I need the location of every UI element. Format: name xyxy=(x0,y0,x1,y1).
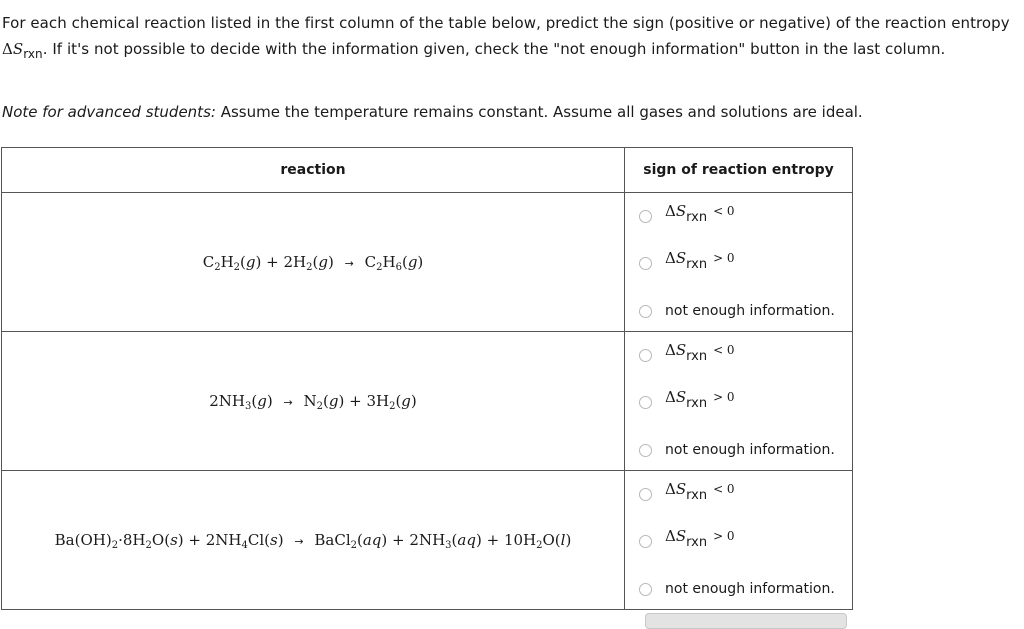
radio-button[interactable] xyxy=(639,349,652,362)
choice-group-1 xyxy=(625,193,853,332)
radio-button[interactable] xyxy=(639,257,652,270)
option-not-enough-2[interactable]: not enough information. xyxy=(639,442,835,458)
radio-button[interactable] xyxy=(639,305,652,318)
reaction-arrow: → xyxy=(344,257,354,270)
note-text: Assume the temperature remains constant. Assume all gases and solutions are ideal. xyxy=(215,103,863,121)
option-positive-1[interactable]: ΔS rxn > 0 xyxy=(639,254,735,272)
option-negative-3[interactable]: ΔS rxn < 0 xyxy=(639,485,735,503)
table-row xyxy=(2,332,853,471)
column-header-reaction: reaction xyxy=(2,148,625,193)
option-negative-2[interactable]: ΔS rxn < 0 xyxy=(639,346,735,364)
reaction-equation-2: $2NH_3(g) \to N_2(g) + 3H_2(g)$ xyxy=(2,332,625,471)
instructions-paragraph xyxy=(2,10,1012,62)
reaction-equation-1: $C_2H_2(g) + 2H_2(g) \to C_2H_6(g)$ xyxy=(2,193,625,332)
instructions-text-1: For each chemical reaction listed in the first column of the table below, predict the sign (positive or negative) of the reaction entropy xyxy=(2,14,1010,32)
reaction-arrow: → xyxy=(283,396,293,409)
table-row xyxy=(2,193,853,332)
radio-button[interactable] xyxy=(639,583,652,596)
next-row-stub xyxy=(645,613,847,629)
option-not-enough-3[interactable]: not enough information. xyxy=(639,581,835,597)
option-negative-1[interactable]: ΔS rxn < 0 xyxy=(639,207,735,225)
radio-button[interactable] xyxy=(639,396,652,409)
option-positive-2[interactable]: ΔS rxn > 0 xyxy=(639,393,735,411)
reaction-equation-3: $Ba(OH)_2\cdot 8H_2O(s) + 2NH_4Cl(s)$ → BaCl$_2$(aq) + $2NH_3(aq) + 10H_2O(l)$ xyxy=(2,471,625,610)
table-row xyxy=(2,471,853,610)
choice-group-3 xyxy=(625,471,853,610)
reaction-arrow: → xyxy=(294,535,304,548)
reaction-table xyxy=(1,147,853,610)
note-label: Note for advanced students: xyxy=(2,103,216,121)
radio-button[interactable] xyxy=(639,444,652,457)
entropy-symbol: $\Delta S_{rxn}$ xyxy=(2,40,43,61)
radio-button[interactable] xyxy=(639,535,652,548)
choice-group-2 xyxy=(625,332,853,471)
column-header-sign: sign of reaction entropy xyxy=(625,148,853,193)
radio-button[interactable] xyxy=(639,488,652,501)
option-positive-3[interactable]: ΔS rxn > 0 xyxy=(639,532,735,550)
option-not-enough-1[interactable]: not enough information. xyxy=(639,303,835,319)
radio-button[interactable] xyxy=(639,210,652,223)
advanced-note xyxy=(2,99,1012,125)
instructions-text-2: . If it's not possible to decide with the information given, check the "not enough information" button in the last column. xyxy=(42,40,946,58)
